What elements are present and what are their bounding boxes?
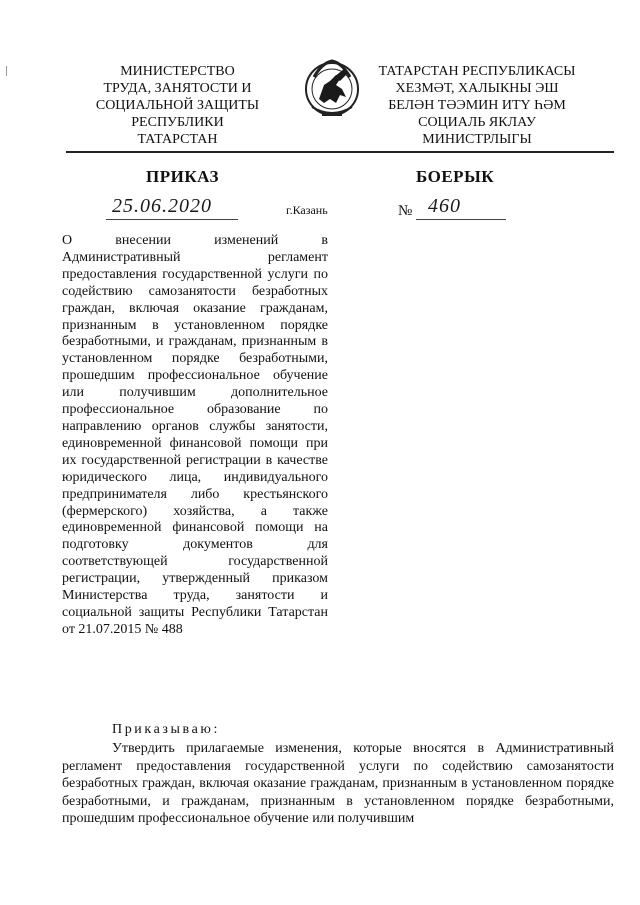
header-ru-line: РЕСПУБЛИКИ (131, 115, 224, 130)
header-ru-line: ТАТАРСТАН (137, 132, 218, 147)
city-label: г.Казань (286, 203, 328, 217)
number-label: № (398, 203, 413, 219)
header-tt-line: ТАТАРСТАН РЕСПУБЛИКАСЫ (378, 64, 576, 79)
header-tt-line: МИНИСТРЛЫГЫ (422, 132, 532, 147)
order-number: 460 (428, 195, 461, 217)
header-tt-line: БЕЛӘН ТӘЭМИН ИТҮ ҺӘМ (388, 98, 566, 113)
header-ru-line: ТРУДА, ЗАНЯТОСТИ И (103, 81, 252, 96)
header-divider (66, 151, 614, 153)
ministry-header-tt (352, 63, 602, 148)
header-tt-line: СОЦИАЛЬ ЯКЛАУ (418, 115, 536, 130)
header-ru-line: МИНИСТЕРСТВО (120, 64, 235, 79)
number-underline (416, 219, 506, 220)
order-date: 25.06.2020 (112, 195, 212, 217)
order-word: Приказываю: (112, 722, 220, 737)
header-tt-line: ХЕЗМӘТ, ХАЛЫКНЫ ЭШ (395, 81, 559, 96)
scan-mark (6, 66, 7, 76)
ministry-header-ru (60, 63, 295, 148)
order-title-tt: БОЕРЫК (416, 167, 495, 186)
date-underline (106, 219, 238, 220)
body-paragraph: Утвердить прилагаемые изменения, которые вносятся в Административный регламент предоставления государственной услуги по содействию самозанятости безработных граждан, включая оказание гражданам, признанным в установленном порядке безработными, и гражданам, признанным в установленном порядке безработными, прошедшим профессиональное обучение или получившим (62, 741, 614, 827)
order-title-ru: ПРИКАЗ (146, 167, 219, 186)
header-ru-line: СОЦИАЛЬНОЙ ЗАЩИТЫ (95, 98, 260, 113)
order-subject: О внесении изменений в Административный регламент предоставления государственной услуги по содействию самозанятости безработных граждан, включая оказание гражданам, признанным в установленном порядке безработными, и гражданам, признанным в установленном порядке безработными, прошедшим профессиональное обучение или получившим дополнительное профессиональное образование по направлению органов службы занятости, единовременной финансовой помощи при их государственной регистрации в качестве юридического лица, индивидуального предпринимателя либо крестьянского (фермерского) хозяйства, а также единовременной финансовой помощи на подготовку документов для соответствующей государственной регистрации, утвержденный приказом Министерства труда, занятости и социальной защиты Республики Татарстан от 21.07.2015 № 488 (62, 233, 328, 637)
